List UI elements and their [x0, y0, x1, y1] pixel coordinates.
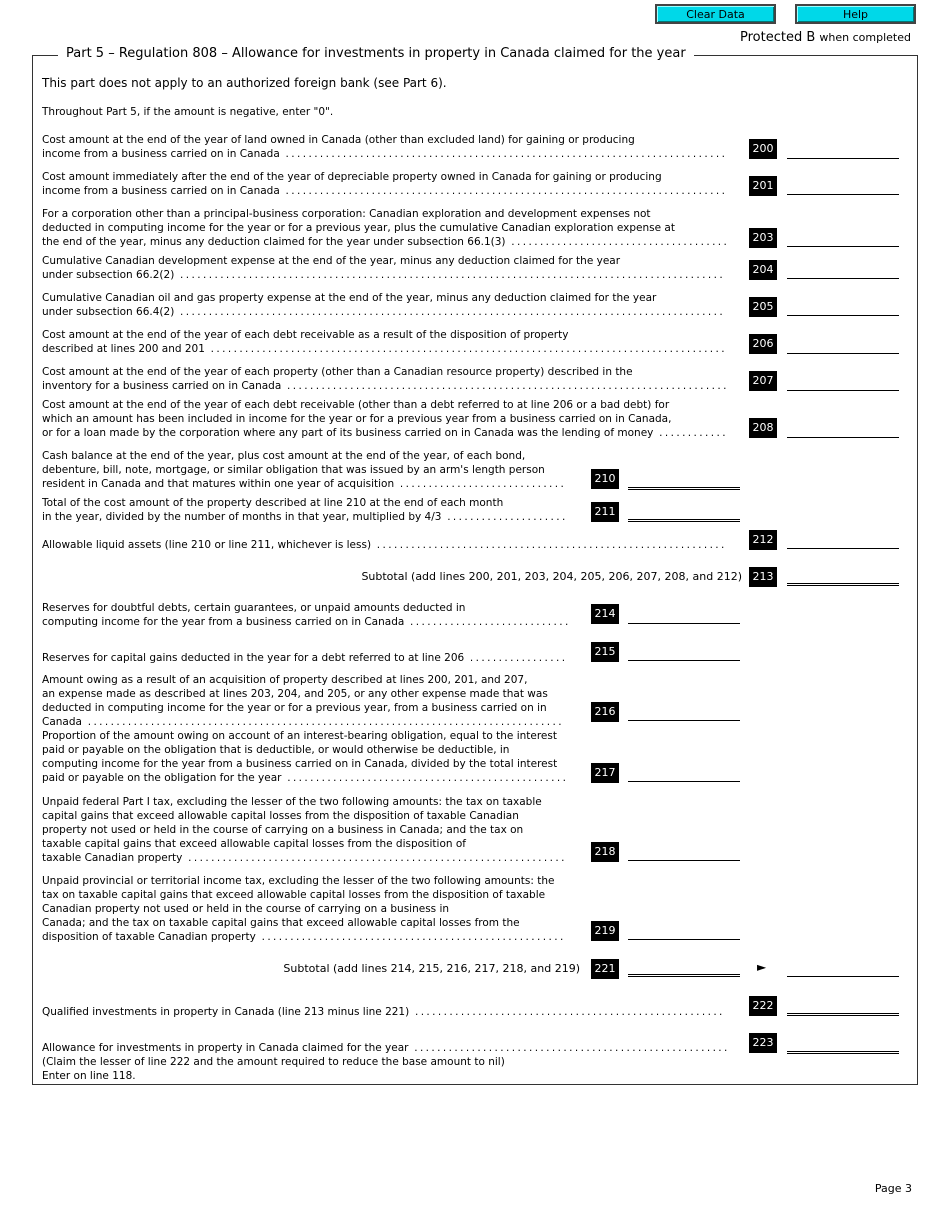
- line-208-text-part: which an amount has been included in income for the year or for a previous year from a business carried on in Canada,: [42, 413, 672, 425]
- line-208-text-2: [42, 426, 728, 440]
- line-216-text-part: deducted in computing income for the year or for a previous year, from a business carried on in: [42, 702, 547, 714]
- part-title: Part 5 – Regulation 808 – Allowance for investments in property in Canada claimed for the year: [58, 46, 694, 61]
- line-219-text-part: Canada; and the tax on taxable capital gains that exceed allowable capital losses from the: [42, 917, 520, 929]
- leader-dots: ...............................................................................................: [174, 306, 726, 318]
- subtotal-label-221: Subtotal (add lines 214, 215, 216, 217, 218, and 219): [283, 962, 580, 975]
- protected-small: when completed: [819, 31, 911, 44]
- leader-dots: .................: [464, 652, 568, 664]
- line-215-text-part: Reserves for capital gains deducted in the year for a debt referred to at line 206: [42, 652, 465, 664]
- line-223-text-1: [42, 1055, 505, 1069]
- line-217-text-3: [42, 771, 568, 785]
- line-code-219: 219: [591, 921, 619, 941]
- line-219-text-part: tax on taxable capital gains that exceed allowable capital losses from the disposition of taxable: [42, 889, 546, 901]
- amount-field-216[interactable]: [628, 720, 740, 721]
- line-218-text-4: [42, 851, 567, 865]
- line-210-text-0: [42, 449, 525, 463]
- help-button[interactable]: Help: [795, 4, 916, 24]
- line-204-text-part: under subsection 66.2(2): [42, 269, 175, 281]
- line-212-text-part: Allowable liquid assets (line 210 or line 211, whichever is less): [42, 539, 372, 551]
- amount-field-200[interactable]: [787, 158, 899, 159]
- line-201-text-part: Cost amount immediately after the end of the year of depreciable property owned in Canada for gaining or producing: [42, 171, 662, 183]
- leader-dots: ......................................................: [409, 1006, 725, 1018]
- line-218-text-1: [42, 809, 519, 823]
- line-code-204: 204: [749, 260, 777, 280]
- line-219-text-0: [42, 874, 554, 888]
- line-214-text-part: Reserves for doubtful debts, certain guarantees, or unpaid amounts deducted in: [42, 602, 466, 614]
- amount-field-214[interactable]: [628, 623, 740, 624]
- line-200-text-0: [42, 133, 635, 147]
- line-219-text-1: [42, 888, 545, 902]
- leader-dots: .......................................................: [408, 1042, 730, 1054]
- line-200-text-part: Cost amount at the end of the year of land owned in Canada (other than excluded land) for gaining or producing: [42, 134, 635, 146]
- line-215-text-0: [42, 651, 567, 665]
- leader-dots: ............: [653, 427, 728, 439]
- amount-field-222[interactable]: [787, 1013, 899, 1016]
- line-200-text-part: income from a business carried on in Canada: [42, 148, 280, 160]
- line-206-text-0: [42, 328, 568, 342]
- amount-field-219[interactable]: [628, 939, 740, 940]
- line-217-text-0: [42, 729, 557, 743]
- leader-dots: .............................................................................: [281, 380, 729, 392]
- line-code-211: 211: [591, 502, 619, 522]
- leader-dots: .....................................................: [255, 931, 566, 943]
- amount-field-206[interactable]: [787, 353, 899, 354]
- line-223-text-2: [42, 1069, 136, 1083]
- line-204-text-part: Cumulative Canadian development expense at the end of the year, minus any deduction claimed for the year: [42, 255, 621, 267]
- line-206-text-1: [42, 342, 727, 356]
- line-code-215: 215: [591, 642, 619, 662]
- line-218-text-2: [42, 823, 523, 837]
- line-code-200: 200: [749, 139, 777, 159]
- amount-field-208[interactable]: [787, 437, 899, 438]
- amount-field-213[interactable]: [787, 583, 899, 586]
- line-207-text-1: [42, 379, 729, 393]
- line-216-text-2: [42, 701, 547, 715]
- line-208-text-part: Cost amount at the end of the year of each debt receivable (other than a debt referred to at line 206 or a bad debt) for: [42, 399, 670, 411]
- subtotal-label-213: Subtotal (add lines 200, 201, 203, 204, 205, 206, 207, 208, and 212): [361, 570, 742, 583]
- line-223-text-part: (Claim the lesser of line 222 and the amount required to reduce the base amount to nil): [42, 1056, 505, 1068]
- amount-field-211[interactable]: [628, 519, 740, 522]
- line-208-text-part: or for a loan made by the corporation where any part of its business carried on in Canada was the lending of money: [42, 427, 654, 439]
- amount-field-221[interactable]: [628, 974, 740, 977]
- line-222-text-0: [42, 1005, 725, 1019]
- line-216-text-3: [42, 715, 564, 729]
- protected-b-label: [740, 30, 911, 45]
- line-216-text-part: Amount owing as a result of an acquisition of property described at lines 200, 201, and 207,: [42, 674, 528, 686]
- leader-dots: ............................: [404, 616, 571, 628]
- line-211-text-part: in the year, divided by the number of months in that year, multiplied by 4/3: [42, 511, 442, 523]
- amount-field-212[interactable]: [787, 548, 899, 549]
- clear-data-button[interactable]: Clear Data: [655, 4, 776, 24]
- line-219-text-part: Canadian property not used or held in the course of carrying on a business in: [42, 903, 450, 915]
- line-207-text-part: Cost amount at the end of the year of each property (other than a Canadian resource property) described in the: [42, 366, 633, 378]
- line-211-text-1: [42, 510, 568, 524]
- line-code-217: 217: [591, 763, 619, 783]
- protected-main: Protected B: [740, 30, 816, 45]
- line-208-text-1: [42, 412, 671, 426]
- line-204-text-1: [42, 268, 725, 282]
- line-206-text-part: described at lines 200 and 201: [42, 343, 205, 355]
- line-216-text-part: Canada: [42, 716, 82, 728]
- line-216-text-part: an expense made as described at lines 203, 204, and 205, or any other expense made that was: [42, 688, 548, 700]
- leader-dots: .............................................................: [371, 539, 727, 551]
- line-203-text-part: the end of the year, minus any deduction claimed for the year under subsection 66.1(3): [42, 236, 506, 248]
- line-219-text-4: [42, 930, 566, 944]
- line-210-text-part: Cash balance at the end of the year, plus cost amount at the end of the year, of each bond,: [42, 450, 526, 462]
- line-212-text-0: [42, 538, 727, 552]
- line-205-text-part: Cumulative Canadian oil and gas property expense at the end of the year, minus any deduction claimed for the year: [42, 292, 657, 304]
- line-205-text-part: under subsection 66.4(2): [42, 306, 175, 318]
- leader-dots: ...................................................................................: [81, 716, 564, 728]
- line-code-213: 213: [749, 567, 777, 587]
- line-code-203: 203: [749, 228, 777, 248]
- line-code-201: 201: [749, 176, 777, 196]
- line-code-216: 216: [591, 702, 619, 722]
- amount-field-205[interactable]: [787, 315, 899, 316]
- line-203-text-1: [42, 221, 675, 235]
- line-203-text-0: [42, 207, 651, 221]
- amount-field-210[interactable]: [628, 487, 740, 490]
- line-219-text-part: Unpaid provincial or territorial income tax, excluding the lesser of the two following amounts: the: [42, 875, 555, 887]
- line-219-text-part: disposition of taxable Canadian property: [42, 931, 256, 943]
- amount-field-218[interactable]: [628, 860, 740, 861]
- line-218-text-part: property not used or held in the course of carrying on a business in Canada; and the tax on: [42, 824, 524, 836]
- amount-field-221-carry[interactable]: [787, 976, 899, 977]
- line-211-text-part: Total of the cost amount of the property described at line 210 at the end of each month: [42, 497, 504, 509]
- line-217-text-1: [42, 743, 509, 757]
- line-201-text-1: [42, 184, 727, 198]
- line-205-text-1: [42, 305, 725, 319]
- leader-dots: .................................................: [281, 772, 569, 784]
- line-210-text-part: debenture, bill, note, mortgage, or similar obligation that was issued by an arm's length person: [42, 464, 545, 476]
- line-200-text-1: [42, 147, 727, 161]
- line-218-text-3: [42, 837, 466, 851]
- line-203-text-part: deducted in computing income for the year or for a previous year, plus the cumulative Canadian exploration expense at: [42, 222, 675, 234]
- intro-negative-note: Throughout Part 5, if the amount is negative, enter "0".: [42, 106, 334, 118]
- line-210-text-1: [42, 463, 545, 477]
- line-206-text-part: Cost amount at the end of the year of each debt receivable as a result of the disposition of property: [42, 329, 569, 341]
- line-216-text-1: [42, 687, 548, 701]
- line-222-text-part: Qualified investments in property in Canada (line 213 minus line 221): [42, 1006, 410, 1018]
- line-code-205: 205: [749, 297, 777, 317]
- line-223-text-part: Allowance for investments in property in Canada claimed for the year: [42, 1042, 409, 1054]
- line-219-text-3: [42, 916, 520, 930]
- line-218-text-0: [42, 795, 542, 809]
- line-210-text-2: [42, 477, 566, 491]
- line-code-223: 223: [749, 1033, 777, 1053]
- line-203-text-2: [42, 235, 729, 249]
- line-201-text-part: income from a business carried on in Canada: [42, 185, 280, 197]
- line-207-text-0: [42, 365, 633, 379]
- line-code-214: 214: [591, 604, 619, 624]
- amount-field-223[interactable]: [787, 1051, 899, 1054]
- line-code-218: 218: [591, 842, 619, 862]
- amount-field-201[interactable]: [787, 194, 899, 195]
- line-211-text-0: [42, 496, 503, 510]
- line-code-208: 208: [749, 418, 777, 438]
- line-214-text-part: computing income for the year from a business carried on in Canada: [42, 616, 405, 628]
- line-217-text-part: computing income for the year from a business carried on in Canada, divided by the total interest: [42, 758, 558, 770]
- leader-dots: .....................: [441, 511, 568, 523]
- line-218-text-part: Unpaid federal Part I tax, excluding the lesser of the two following amounts: the tax on taxable: [42, 796, 542, 808]
- amount-field-207[interactable]: [787, 390, 899, 391]
- line-218-text-part: capital gains that exceed allowable capital losses from the disposition of taxable Canadian: [42, 810, 519, 822]
- leader-dots: .............................................................................: [279, 185, 728, 197]
- line-code-222: 222: [749, 996, 777, 1016]
- line-code-212: 212: [749, 530, 777, 550]
- amount-field-215[interactable]: [628, 660, 740, 661]
- leader-dots: ..........................................................................................: [204, 343, 728, 355]
- line-214-text-0: [42, 601, 465, 615]
- line-218-text-part: taxable capital gains that exceed allowable capital losses from the disposition of: [42, 838, 466, 850]
- leader-dots: ......................................: [505, 236, 730, 248]
- line-208-text-0: [42, 398, 669, 412]
- page-number: Page 3: [874, 1182, 912, 1195]
- amount-field-203[interactable]: [787, 246, 899, 247]
- intro-note: This part does not apply to an authorized foreign bank (see Part 6).: [42, 76, 447, 90]
- line-203-text-part: For a corporation other than a principal-business corporation: Canadian exploration and development expenses not: [42, 208, 651, 220]
- line-219-text-2: [42, 902, 449, 916]
- line-217-text-2: [42, 757, 557, 771]
- leader-dots: .............................................................................: [279, 148, 728, 160]
- line-205-text-0: [42, 291, 656, 305]
- line-217-text-part: paid or payable on the obligation that is deductible, or would otherwise be deductible, in: [42, 744, 510, 756]
- line-code-206: 206: [749, 334, 777, 354]
- amount-field-217[interactable]: [628, 781, 740, 782]
- line-207-text-part: inventory for a business carried on in Canada: [42, 380, 282, 392]
- line-204-text-0: [42, 254, 620, 268]
- line-216-text-0: [42, 673, 527, 687]
- leader-dots: ...............................................................................................: [174, 269, 726, 281]
- arrow-icon: ►: [757, 960, 767, 974]
- leader-dots: .............................: [394, 478, 567, 490]
- line-223-text-0: [42, 1041, 730, 1055]
- line-214-text-1: [42, 615, 571, 629]
- line-code-207: 207: [749, 371, 777, 391]
- line-217-text-part: Proportion of the amount owing on account of an interest-bearing obligation, equal to the interest: [42, 730, 557, 742]
- line-218-text-part: taxable Canadian property: [42, 852, 183, 864]
- line-201-text-0: [42, 170, 662, 184]
- line-223-text-part: Enter on line 118.: [42, 1070, 136, 1082]
- amount-field-204[interactable]: [787, 278, 899, 279]
- line-217-text-part: paid or payable on the obligation for the year: [42, 772, 282, 784]
- line-210-text-part: resident in Canada and that matures within one year of acquisition: [42, 478, 395, 490]
- line-code-221: 221: [591, 959, 619, 979]
- leader-dots: ..................................................................: [182, 852, 567, 864]
- line-code-210: 210: [591, 469, 619, 489]
